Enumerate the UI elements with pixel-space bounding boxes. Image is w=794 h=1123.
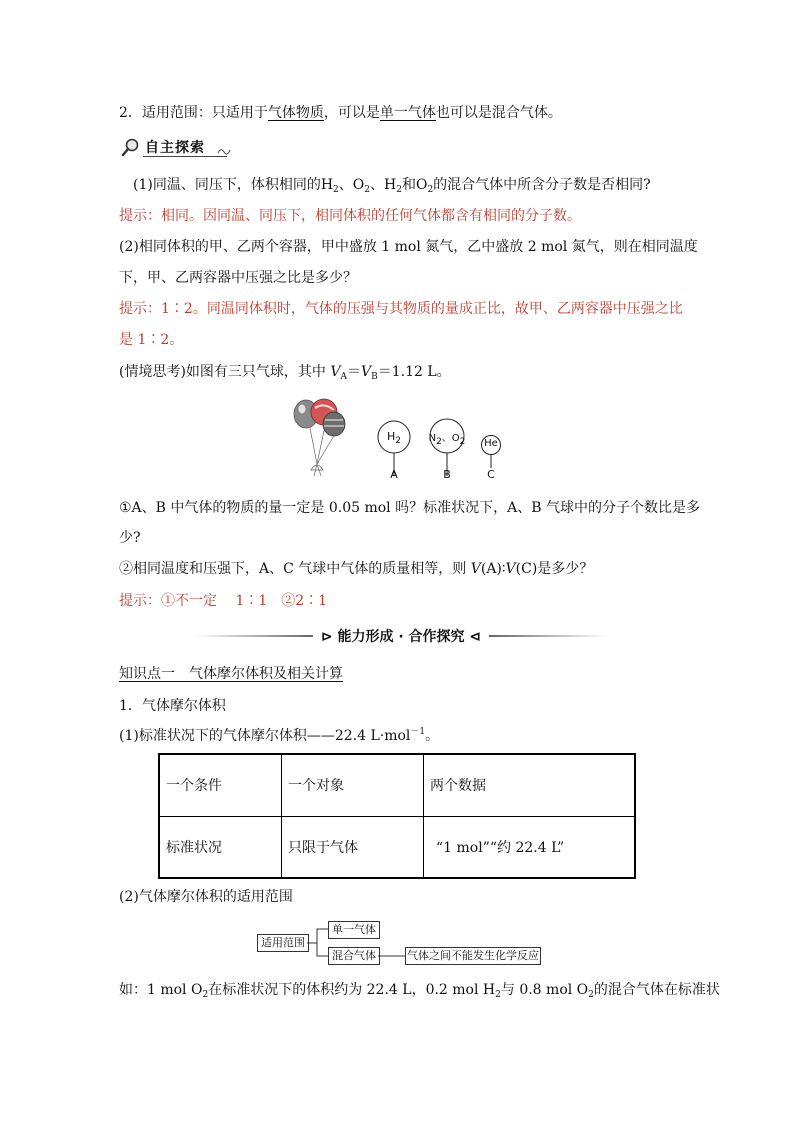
flow-root-box: 适用范围 xyxy=(257,934,309,952)
kp1-sub-1: (1)标准状况下的气体摩尔体积——22.4 L·mol$^{-1}$。 xyxy=(119,727,440,744)
question-2-line1: (2)相同体积的甲、乙两个容器，甲中盛放 1 mol 氮气，乙中盛放 2 mol 氮气，则在相同温度 xyxy=(119,239,698,255)
hint-3: 提示：①不一定 1∶1 ②2∶1 xyxy=(119,593,328,609)
table-row xyxy=(159,754,635,816)
question-2-line2: 下，甲、乙两容器中压强之比是多少？ xyxy=(119,270,357,286)
table-cell: “1 mol”“约 22.4 L” xyxy=(424,816,636,878)
hint-2-line1: 提示：1∶2。同温同体积时，气体的压强与其物质的量成正比，故甲、乙两容器中压强之比 xyxy=(119,301,683,317)
scope-end: 也可以是混合气体。 xyxy=(435,105,562,121)
section-title: ⊳ 能力形成 · 合作探究 ⊲ xyxy=(320,629,482,645)
table-header-cell: 一个对象 xyxy=(282,754,424,816)
flow-branch-single: 单一气体 xyxy=(328,921,380,939)
balloon-b-formula: $N_2$、$O_2$ xyxy=(428,433,466,447)
table-cell: 只限于气体 xyxy=(282,816,424,878)
table-header-cell: 两个数据 xyxy=(424,754,636,816)
section-divider xyxy=(195,626,607,646)
double-arrow-right-icon: ⊳ xyxy=(320,629,333,645)
balloon-c-letter: C xyxy=(487,468,495,481)
self-explore-heading xyxy=(121,136,229,158)
flow-branch-mixed: 混合气体 xyxy=(328,947,380,965)
hint-2-line2: 是 1∶2。 xyxy=(119,332,184,348)
scope-sentence xyxy=(119,103,562,123)
table-header-cell: 一个条件 xyxy=(159,754,282,816)
kp1-item-1: 1．气体摩尔体积 xyxy=(119,698,226,714)
heading-underline xyxy=(143,156,227,157)
hint-1: 提示：相同。因同温、同压下，相同体积的任何气体都含有相同的分子数。 xyxy=(119,208,581,224)
molar-volume-table xyxy=(158,753,636,879)
knowledge-point-1: 知识点一 气体摩尔体积及相关计算 xyxy=(119,666,343,682)
balloon-a-formula: $H_2$ xyxy=(386,430,401,446)
question-3: (情境思考)如图有三只气球，其中 $V_A=V_B=1.12$ L。 xyxy=(119,364,451,382)
question-4-line1: ①A、B 中气体的物质的量一定是 0.05 mol 吗？标准状况下，A、B 气球中的分子个数比是多 xyxy=(119,500,700,516)
divider-right-rule xyxy=(489,635,607,637)
double-arrow-left-icon: ⊲ xyxy=(469,629,482,645)
balloon-a-letter: A xyxy=(390,468,398,481)
flow-note-box: 气体之间不能发生化学反应 xyxy=(405,947,541,965)
magnifier-icon xyxy=(121,137,141,157)
balloon-bunch-illustration xyxy=(290,398,350,478)
question-4-line2: 少? xyxy=(119,530,141,546)
table-row xyxy=(159,816,635,878)
scope-mid: ，可以是 xyxy=(323,105,380,121)
balloon-c-formula: He xyxy=(484,438,498,449)
example-sentence: 如：1 mol $O_2$在标准状况下的体积约为 22.4 L，0.2 mol $H_2$与 0.8 mol $O_2$的混合气体在标准状 xyxy=(119,982,720,1000)
divider-left-rule xyxy=(195,635,313,637)
balloon-b-letter: B xyxy=(443,468,451,481)
question-1: (1)同温、同压下，体积相同的$H_2$、$O_2$、$H_2$和$O_2$的混合气体中所含分子数是否相同? xyxy=(133,177,651,195)
scope-prefix: 2．适用范围：只适用于 xyxy=(119,105,268,121)
table-cell: 标准状况 xyxy=(159,816,282,878)
heading-label: 自主探索 xyxy=(145,140,205,156)
underlined-single-gas: 单一气体 xyxy=(379,105,436,121)
flourish-icon xyxy=(217,146,231,156)
question-5: ②相同温度和压强下，A、C 气球中气体的质量相等，则 V(A)∶V(C)是多少？ xyxy=(119,561,594,577)
underlined-gas-matter: 气体物质 xyxy=(267,105,324,121)
kp1-sub-2: (2)气体摩尔体积的适用范围 xyxy=(119,889,293,905)
